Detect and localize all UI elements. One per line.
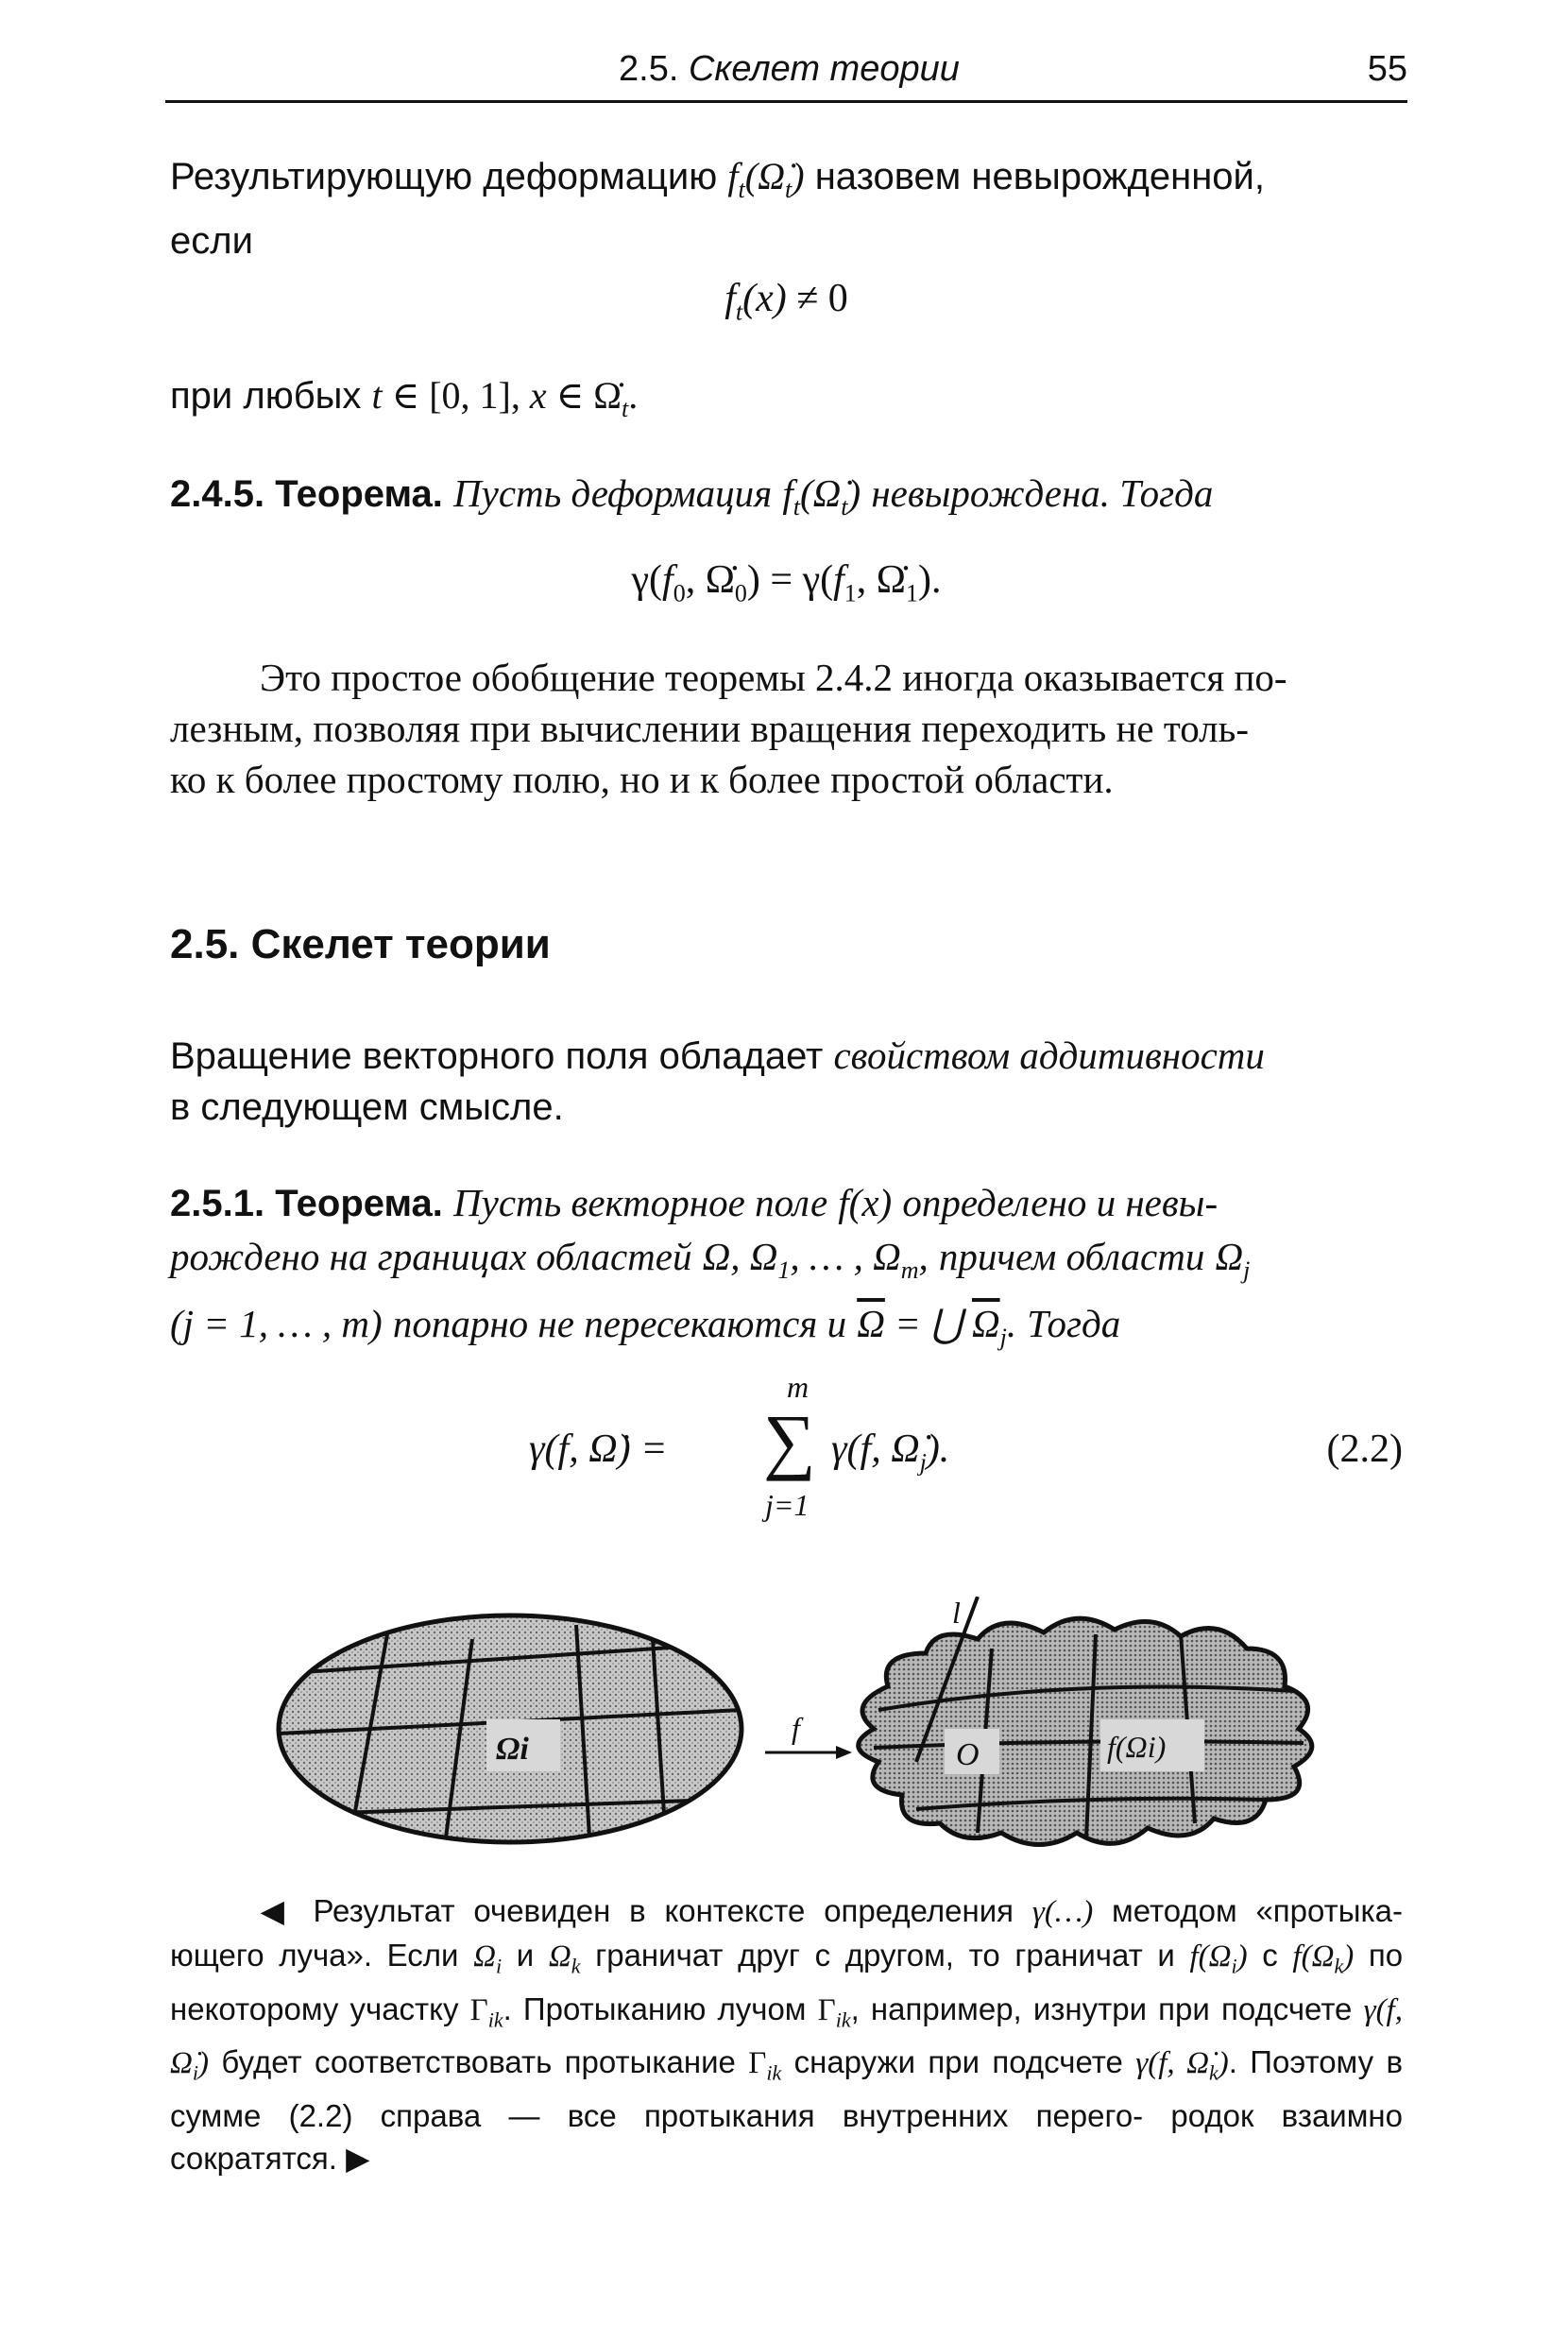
additivity-emphasis: свойством аддитивности xyxy=(833,1034,1265,1077)
mapping-arrow xyxy=(765,1711,852,1759)
formula-ft-nonzero: $f_t(x) \ne 0$ xyxy=(724,277,848,326)
origin-label: O xyxy=(956,1737,980,1772)
remark-line-3: ко к более простому полю, но и к более простой области. xyxy=(170,758,1114,801)
proof-gamma-ik-3: $\Gamma_{ik}$ xyxy=(748,2046,782,2085)
def-formula-inline: $f_t(\Omegȧ_t)$ xyxy=(727,155,805,203)
proof-gamma-f-omega-i: γ(f, $\Omegȧ_i$) xyxy=(170,1992,1403,2085)
proof-line2-d: с xyxy=(1262,1938,1278,1973)
proof-gamma-f-omega-k: γ(f, $\Omegȧ_k$) xyxy=(1135,2046,1229,2085)
running-title xyxy=(619,49,960,90)
theorem-2-5-1-line2-b: причем области xyxy=(938,1235,1205,1278)
running-section-number: 2.5. xyxy=(619,49,679,89)
theorem-2-5-1-line3-a: попарно не пересекаются и xyxy=(392,1302,847,1346)
proof-line3-a: по некоторому участку xyxy=(170,1938,1404,2026)
theorem-2-4-5-text-b: невырождена. Тогда xyxy=(871,471,1214,515)
theorem-2-4-5-formula-inline: $f_t(\Omegȧ_t)$ xyxy=(782,471,861,521)
remark-paragraph xyxy=(170,652,1403,805)
formula-lhs: γ(f, Ω̇) = xyxy=(529,1427,668,1471)
cond-text: при любых xyxy=(170,375,362,417)
proof-gamma-dots: γ(…) xyxy=(1031,1895,1094,1929)
theorem-2-5-1-union: $\overline{\Omega}$ = ⋃ $\overline{\Omega}_j$. xyxy=(857,1302,1017,1352)
def-text-a: Результирующую деформацию xyxy=(170,156,718,197)
remark-line-1: Это простое обобщение теоремы 2.4.2 иногда оказывается по- xyxy=(260,656,1287,699)
running-section-title: Скелет теории xyxy=(688,49,960,89)
proof-f-omega-i: $f(\Omega_i)$ xyxy=(1189,1939,1248,1978)
paragraph-nondegenerate-def xyxy=(170,151,1403,266)
theorem-2-5-1-line2-a: рождено на границах областей xyxy=(170,1235,692,1278)
proof-line4-b: будет соответствовать протыкание xyxy=(221,2044,736,2080)
proof-gamma-ik-2: $\Gamma_{ik}$ xyxy=(817,1992,851,2032)
additivity-text-b: в следующем смысле. xyxy=(170,1086,564,1128)
running-header xyxy=(165,49,1407,104)
additivity-paragraph xyxy=(170,1030,1403,1133)
theorem-2-4-5 xyxy=(170,468,1403,533)
header-rule xyxy=(165,100,1407,103)
sum-symbol: ∑ xyxy=(763,1399,816,1481)
proof-start-marker: ◀ xyxy=(250,1893,295,1928)
proof-paragraph xyxy=(170,1889,1403,2179)
proof-end-marker: ▶ xyxy=(346,2140,370,2176)
theorem-2-5-1-omega-j: $\Omega_j$ xyxy=(1215,1235,1251,1285)
theorem-2-5-1-fx: f(x) xyxy=(838,1181,893,1224)
theorem-2-5-1-line3-b: Тогда xyxy=(1027,1302,1121,1346)
theorem-2-5-1-j-range: (j = 1, … , m) xyxy=(170,1302,383,1346)
proof-line4-a: подсчете xyxy=(1220,1991,1353,2026)
arrow-label-f: f xyxy=(792,1711,800,1745)
right-domain xyxy=(859,1597,1312,1845)
page-number: 55 xyxy=(1367,49,1407,89)
proof-omega-k: $\Omega_k$ xyxy=(548,1939,581,1978)
theorem-2-5-1-line1-a: Пусть векторное поле xyxy=(453,1181,828,1224)
theorem-2-5-1 xyxy=(170,1176,1403,1364)
proof-line2-c: граничат друг с другом, то граничат и xyxy=(595,1938,1175,1973)
formula-rhs: γ(f, $\Omegȧ_j$). xyxy=(831,1427,950,1477)
theorem-2-4-5-label: 2.4.5. Теорема. xyxy=(170,473,443,515)
ray-label-l: l xyxy=(952,1597,961,1630)
right-domain-label: f(Ωi) xyxy=(1107,1730,1167,1764)
cond-formula: t ∈ [0, 1], x ∈ $\Omegȧ_t$. xyxy=(371,374,639,422)
equation-number: (2.2) xyxy=(1326,1427,1403,1471)
proof-line6-a: родок взаимно сократятся. xyxy=(170,2097,1404,2176)
def-text-b: назовем невырожденной, xyxy=(814,156,1265,197)
sum-upper-limit: m xyxy=(787,1370,810,1404)
paragraph-condition xyxy=(170,370,1403,435)
proof-line2-b: и xyxy=(516,1938,535,1973)
theorem-2-5-1-domains: Ω, $\Omega_1$, … , $\Omega_m$, xyxy=(702,1235,929,1285)
proof-line4-c: снаружи при подсчете xyxy=(793,2044,1123,2080)
formula-rotation-equality: $\gamma(f_0$, $\Omegȧ_0) = \gamma(f_1$, $\Omegȧ_1$). xyxy=(631,558,942,607)
left-domain-label: Ωi xyxy=(496,1732,529,1767)
theorem-2-5-1-line1-b: определено и невы- xyxy=(902,1181,1219,1224)
proof-line1-b: методом «протыка- xyxy=(1112,1893,1403,1928)
proof-gamma-ik-1: $\Gamma_{ik}$ xyxy=(469,1992,503,2032)
proof-omega-i: $\Omega_i$ xyxy=(473,1939,503,1978)
proof-line3-c: , например, изнутри при xyxy=(850,1991,1210,2026)
proof-f-omega-k: $f(\Omega_k)$ xyxy=(1292,1939,1355,1978)
proof-line2-a: ющего луча». Если xyxy=(170,1938,459,1973)
theorem-2-4-5-text-a: Пусть деформация xyxy=(453,471,773,515)
theorem-2-5-1-label: 2.5.1. Теорема. xyxy=(170,1183,443,1224)
proof-line3-b: . Протыканию лучом xyxy=(503,1991,807,2026)
additivity-text-a: Вращение векторного поля обладает xyxy=(170,1035,824,1077)
left-domain xyxy=(279,1615,741,1852)
proof-line1-a: Результат очевиден в контексте определения xyxy=(313,1893,1014,1928)
section-heading: 2.5. Скелет теории xyxy=(170,921,551,967)
sum-lower-limit: j=1 xyxy=(765,1488,810,1522)
def-text-c: если xyxy=(170,220,253,262)
figure-domain-mapping xyxy=(274,1597,1341,1871)
formula-additivity xyxy=(529,1370,1096,1559)
remark-line-2: лезным, позволяя при вычислении вращения переходить не толь- xyxy=(170,707,1249,750)
proof-line5-a: . Поэтому в сумме (2.2) справа — все протыкания внутренних перего- xyxy=(170,2044,1404,2133)
